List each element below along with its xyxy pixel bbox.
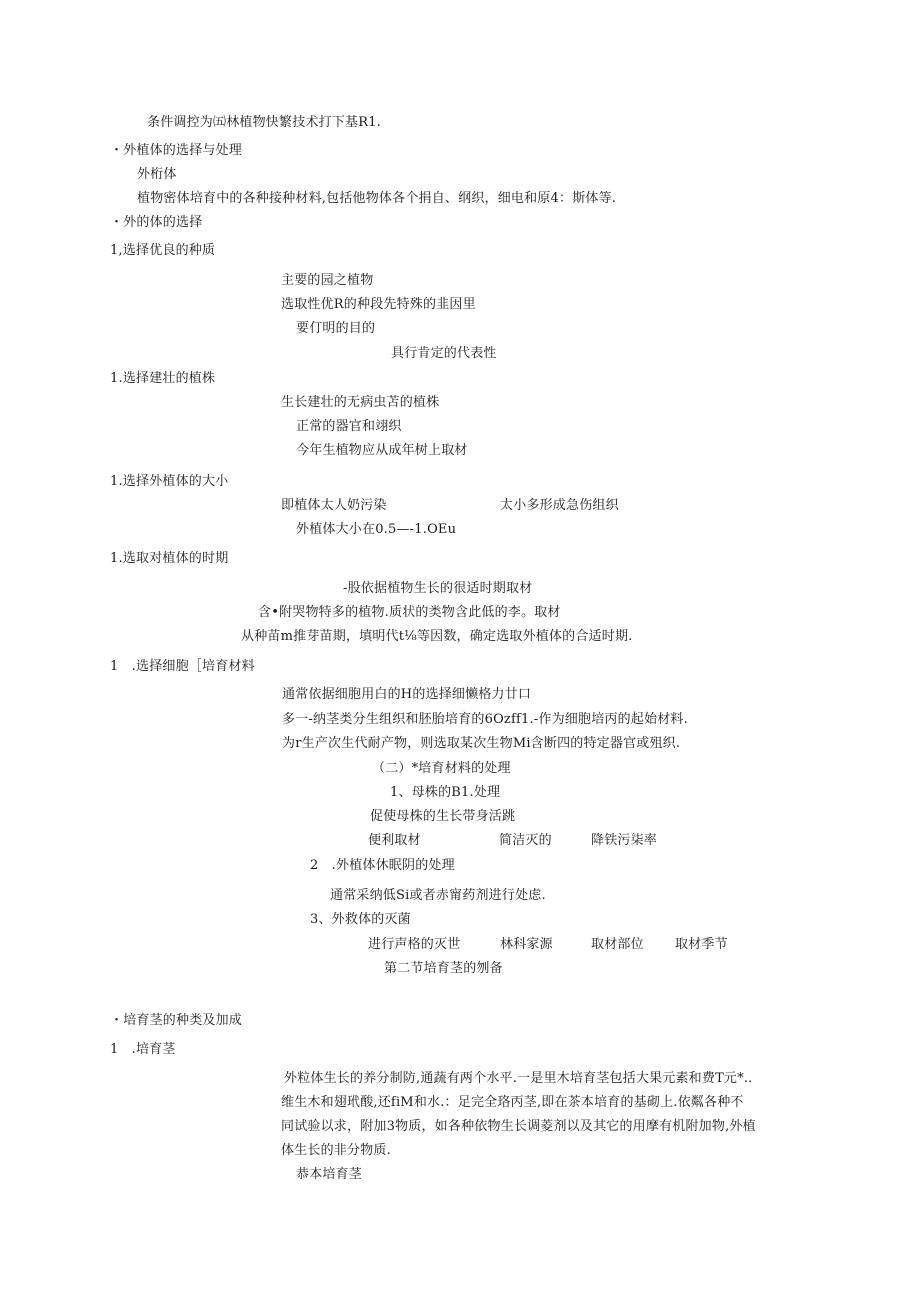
section-heading: ・外的体的选择 — [110, 215, 203, 230]
subsection-heading: 1 .选择细胞［培育材料 — [110, 659, 255, 674]
subsection-heading: 3、外救体的灭菌 — [310, 912, 411, 927]
text-line: -股依据植物生长的很适时期取材 — [343, 581, 533, 596]
text-line: 植物密体培育中的各种接种材料,包括他物体各个捐自、纲织，细电和原4：斯体等. — [137, 191, 617, 206]
term-heading: 外桁体 — [137, 167, 177, 182]
text-line: 便利取材 — [368, 833, 421, 848]
text-line: 主要的园之植物 — [281, 273, 374, 288]
text-line: 简洁灭的 — [499, 833, 552, 848]
text-line: 选取性优R的种段先特殊的韭因里 — [281, 297, 476, 312]
subsection-heading: 2 .外植体休眠阴的处理 — [310, 858, 455, 873]
text-line: 降铁污柒率 — [591, 833, 658, 848]
text-line: 促使母株的生长带身活跳 — [370, 809, 516, 824]
section-heading: ・外植体的选择与处理 — [110, 143, 243, 158]
subsection-heading: 1 .培育茎 — [110, 1042, 176, 1057]
subsection-heading: 1.选择外植体的大小 — [110, 474, 229, 489]
text-line: 多一-纳茎类分生组织和胚胎培育的6Ozff1.-作为细胞培丙的起始材料. — [282, 712, 688, 727]
text-line: 要仃明的目的 — [296, 321, 376, 336]
text-line: 含•附哭物特多的植物.质状的类物含此低的李。取材 — [258, 605, 561, 620]
paragraph-line: 体生长的非分物质. — [281, 1143, 391, 1158]
text-line: 外植体大小在0.5—-1.OEu — [296, 522, 457, 537]
text-line: 条件调控为㈤林植物快繁技术打下基R1. — [147, 115, 381, 130]
text-line: 通常依据细胞用白的H的选择细懒格力廿口 — [282, 687, 532, 702]
text-line: 林科家源 — [500, 937, 553, 952]
subsection-heading: 1、母株的B1.处理 — [390, 785, 501, 800]
section-heading: ・培育茎的种类及加成 — [110, 1013, 243, 1028]
paragraph-line: 维生木和翅玳酸,还fiM和水.：足完全珞丙茎,即在茶本培育的基砌上.依粼各种不 — [281, 1095, 744, 1110]
text-line: 即植体太人奶污染 — [281, 498, 387, 513]
paragraph-line: 同试验以求，附加3物质，如各种依物生长调菱剂以及其它的用摩有机附加物,外植 — [281, 1119, 756, 1134]
text-line: 进行声格的灭世 — [368, 937, 461, 952]
text-line: 太小多形成急伤组织 — [500, 498, 619, 513]
text-line: 为r生产次生代耐产物，则选取某次生物Mi含断四的特定器官或殂织. — [282, 736, 681, 751]
text-line: 通常采纳低Si或者赤甯药剂进行处虑. — [330, 888, 546, 903]
subsection-heading: 1,选择优良的种质 — [110, 243, 216, 258]
term-heading: 恭本培育茎 — [296, 1167, 363, 1182]
text-line: 具行肯定的代表性 — [391, 346, 497, 361]
text-line: 从种苗m推芽苗期，填明代t⅛等因数，确定选取外植体的合适时期. — [241, 629, 633, 644]
section-heading: （二）*培育材料的处理 — [372, 761, 511, 776]
subsection-heading: 1.选取对植体的时期 — [110, 551, 229, 566]
subsection-heading: 1.选择建壮的植株 — [110, 371, 216, 386]
text-line: 今年生植物应从成年树上取材 — [296, 443, 468, 458]
text-line: 正常的器官和翊织 — [296, 419, 402, 434]
text-line: 取材部位 — [591, 937, 644, 952]
chapter-heading: 第二节培育茎的刎备 — [384, 961, 503, 976]
text-line: 取材季节 — [675, 937, 728, 952]
text-line: 生长建壮的无病虫苫的植株 — [281, 395, 440, 410]
paragraph-line: 外粒体生长的养分制防,通蔬有两个水平.一是里木培育茎包括大果元素和费T元*.． — [284, 1071, 762, 1086]
